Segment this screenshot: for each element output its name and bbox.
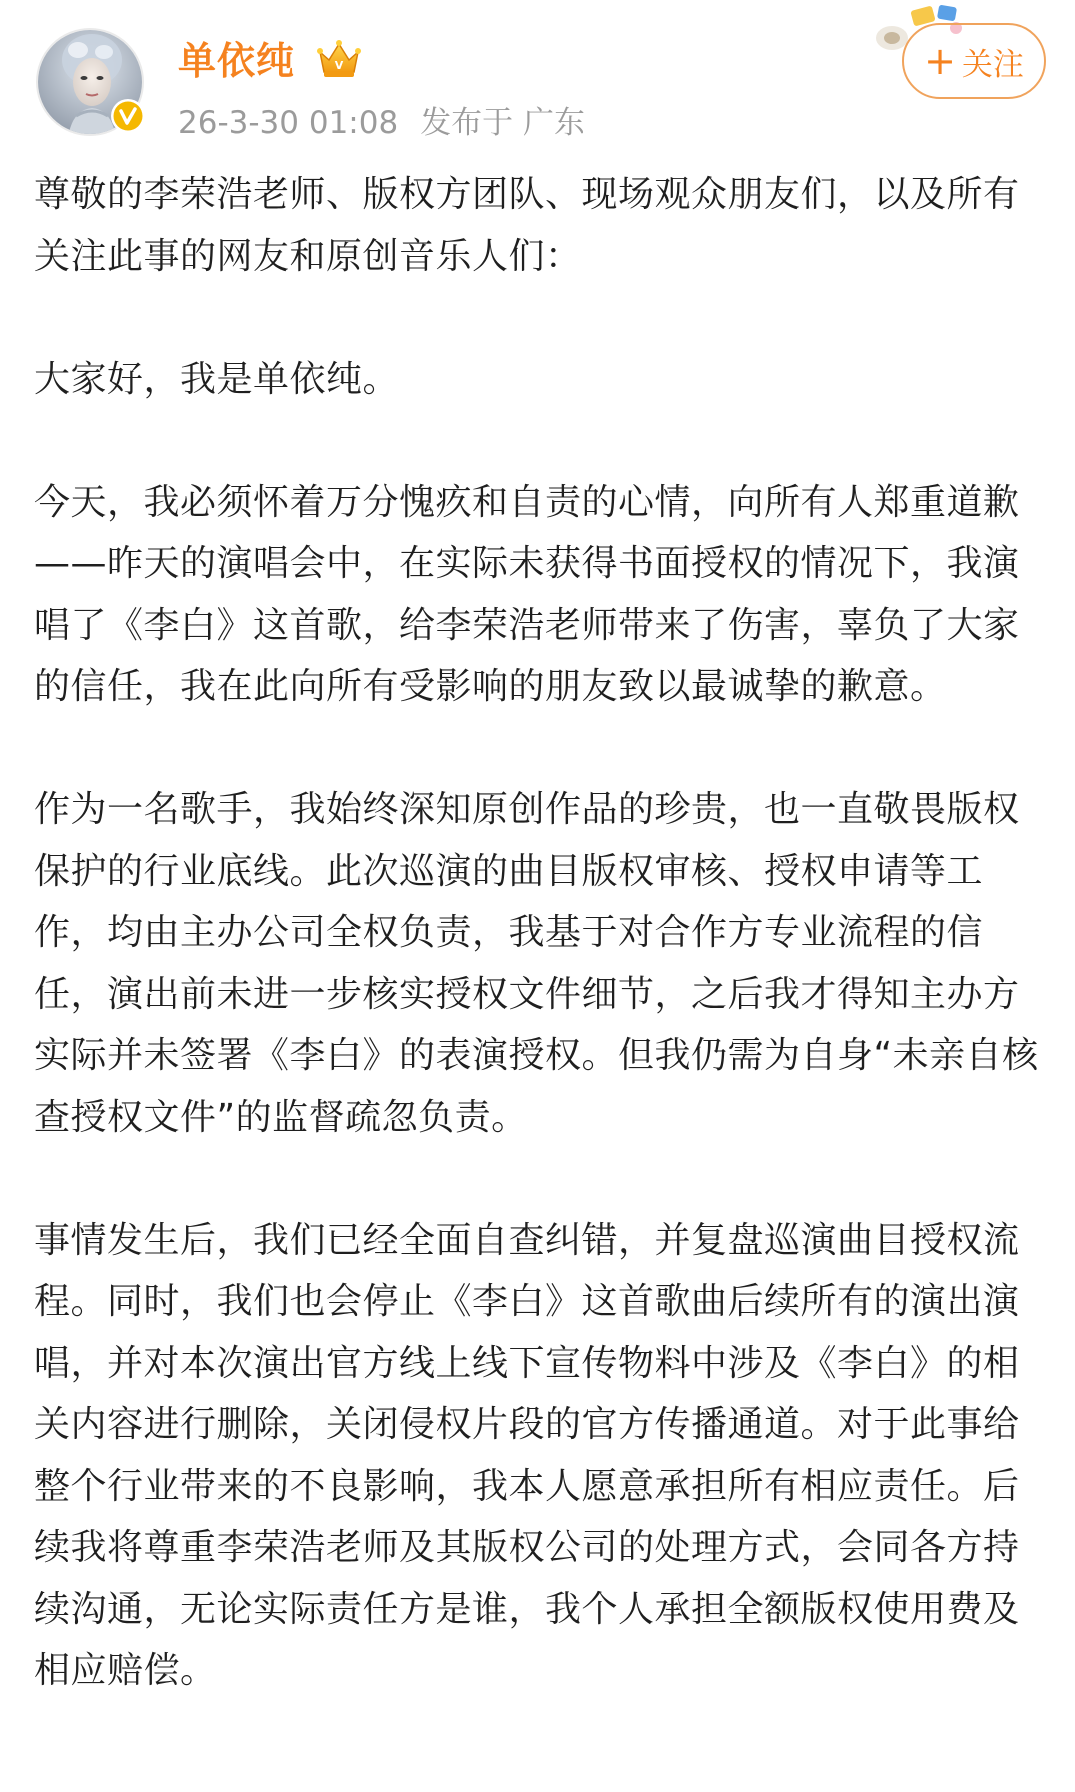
post-paragraph: 今天，我必须怀着万分愧疚和自责的心情，向所有人郑重道歉——昨天的演唱会中，在实际未获得书面授权的情况下，我演唱了《李白》这首歌，给李荣浩老师带来了伤害，辜负了大家的信任，我在此向所有受影响的朋友致以最诚挚的歉意。 <box>34 481 1020 707</box>
follow-label: 关注 <box>961 46 1024 83</box>
follow-button[interactable] <box>902 23 1046 99</box>
post-location: 发布于 广东 <box>420 105 586 141</box>
post-paragraph: 作为一名歌手，我始终深知原创作品的珍贵，也一直敬畏版权保护的行业底线。此次巡演的曲目版权审核、授权申请等工作，均由主办公司全权负责，我基于对合作方专业流程的信任，演出前未进一步核实授权文件细节，之后我才得知主办方实际并未签署《李白》的表演授权。但我仍需为自身“未亲自核查授权文件”的监督疏忽负责。 <box>34 789 1039 1138</box>
post-content <box>34 164 1044 1702</box>
plus-icon: + <box>924 39 956 83</box>
post-header <box>0 0 1075 150</box>
post-paragraph: 事情发生后，我们已经全面自查纠错，并复盘巡演曲目授权流程。同时，我们也会停止《李白》这首歌曲后续所有的演出演唱，并对本次演出官方线上线下宣传物料中涉及《李白》的相关内容进行删除，关闭侵权片段的官方传播通道。对于此事给整个行业带来的不良影响，我本人愿意承担所有相应责任。后续我将尊重李荣浩老师及其版权公司的处理方式，会同各方持续沟通，无论实际责任方是谁，我个人承担全额版权使用费及相应赔偿。 <box>34 1219 1020 1691</box>
verified-icon <box>110 98 146 134</box>
post-meta <box>178 102 585 144</box>
post-timestamp: 26-3-30 01:08 <box>178 105 399 141</box>
post-paragraph: 大家好，我是单依纯。 <box>34 358 400 400</box>
author-avatar[interactable] <box>36 28 148 140</box>
svg-text:V: V <box>334 59 344 72</box>
vip-crown-icon[interactable] <box>316 38 362 80</box>
post-paragraph: 尊敬的李荣浩老师、版权方团队、现场观众朋友们，以及所有关注此事的网友和原创音乐人们： <box>34 174 1020 277</box>
author-name[interactable]: 单依纯 <box>178 39 296 83</box>
